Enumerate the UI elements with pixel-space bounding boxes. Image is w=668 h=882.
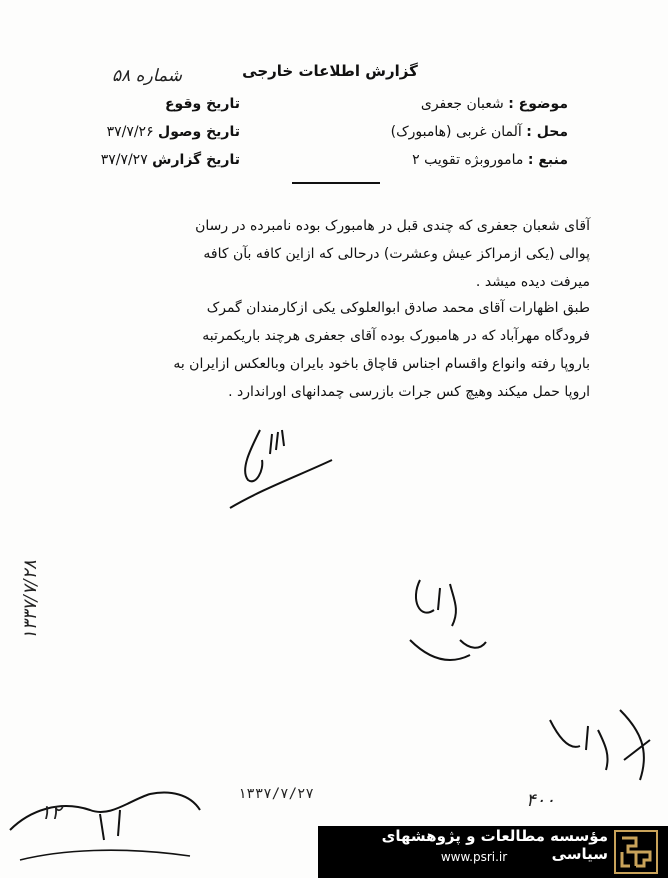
meta-report-label: تاریخ گزارش [152, 152, 240, 168]
meta-receipt-label: تاریخ وصول [158, 124, 240, 140]
paragraph1-line3: میرفت دیده میشد . [475, 274, 590, 290]
right-handwritten-note [390, 570, 510, 684]
meta-location [391, 124, 568, 140]
handwritten-number: ۴۰۰ [526, 790, 556, 811]
right-bottom-scribble [540, 700, 660, 794]
meta-source-label: منبع : [527, 152, 568, 168]
paragraph2-line2: فرودگاه مهرآباد که در هامبورک بوده آقای جعفری هرچند باریکمرتبه [202, 328, 590, 344]
meta-occurrence-label: تاریخ وقوع [164, 96, 240, 112]
bottom-date-stamp: ۱۳۳۷/۷/۲۷ [238, 786, 314, 802]
meta-location-value: آلمان غربی (هامبورک) [390, 124, 522, 140]
meta-subject [421, 96, 568, 112]
paragraph1-line2: پوالی (یکی ازمراکز عیش وعشرت) درحالی که ازاین کافه بآن کافه [203, 246, 590, 262]
paragraph2-line3: باروپا رفته وانواع واقسام اجناس قاچاق باخود بایران وبالعکس ازایران به [173, 356, 590, 372]
meta-source-value: ماموروبژه تقویب ۲ [412, 152, 524, 168]
meta-occurrence-date [165, 96, 240, 112]
paragraph2-line1: طبق اظهارات آقای محمد صادق ابوالعلوکی یکی ازکارمندان گمرک [206, 300, 590, 316]
institute-logo-icon [614, 830, 658, 874]
institute-name: مؤسسه مطالعات و پژوهشهای سیاسی [381, 827, 608, 863]
bottom-left-number: ۱۲ [40, 800, 62, 824]
meta-receipt-value: ۳۷/۷/۲۶ [106, 124, 154, 140]
margin-vertical-date: ۱۳۳۷/۷/۲۸ [20, 560, 41, 640]
meta-source [412, 152, 568, 168]
report-title: گزارش اطلاعات خارجی [242, 62, 418, 80]
report-number: شماره ۵۸ [112, 66, 183, 86]
meta-report-date [101, 152, 240, 168]
paragraph2-line4: اروپا حمل میکند وهیچ کس جرات بازرسی چمدانهای اوراندارد . [228, 384, 590, 400]
separator-line [292, 182, 380, 184]
bottom-left-scribble [0, 770, 230, 882]
signature-scribble [220, 420, 340, 524]
meta-subject-value: شعبان جعفری [420, 96, 504, 112]
meta-report-value: ۳۷/۷/۲۷ [100, 152, 148, 168]
paragraph1-line1: آقای شعبان جعفری که چندی قبل در هامبورک بوده نامبرده در رسان [195, 218, 590, 234]
meta-subject-label: موضوع : [508, 96, 568, 112]
meta-receipt-date [107, 124, 240, 140]
meta-location-label: محل : [526, 124, 568, 140]
institute-url: www.psri.ir [440, 850, 508, 864]
